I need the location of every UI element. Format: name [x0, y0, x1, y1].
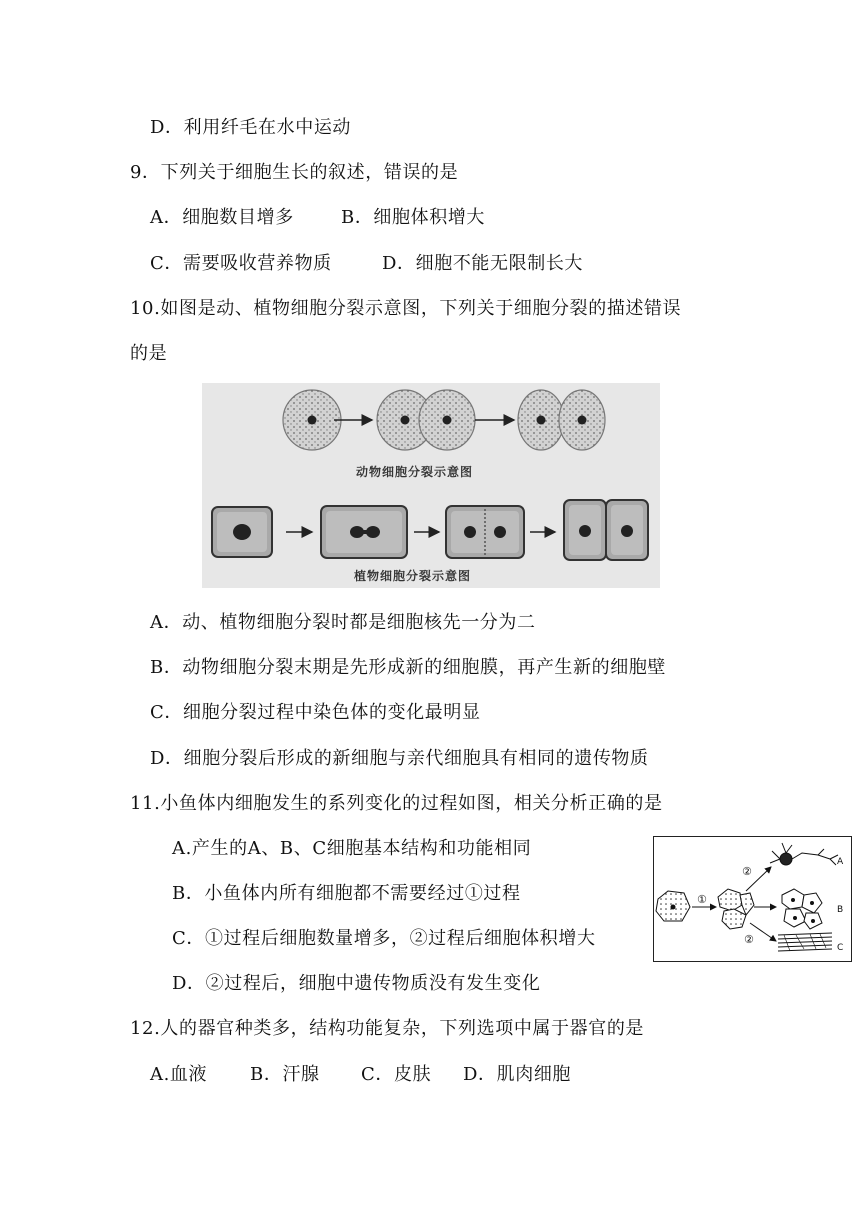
q10-stem-line2: 的是 [130, 343, 168, 364]
q11-option-a: A.产生的A、B、C细胞基本结构和功能相同 [172, 838, 532, 859]
animal-caption: 动物细胞分裂示意图 [356, 465, 474, 479]
animal-cell-2 [377, 390, 475, 450]
original-cell [656, 891, 690, 921]
cell-division-illustration [202, 383, 660, 588]
divided-cells [718, 889, 754, 929]
epithelial-cells-b [782, 889, 822, 929]
q11-stem: 11.小鱼体内细胞发生的系列变化的过程如图，相关分析正确的是 [130, 793, 663, 814]
plant-caption: 植物细胞分裂示意图 [354, 569, 472, 583]
label-a: A [837, 857, 844, 867]
neuron-cell-a [770, 843, 838, 865]
q12-option-b: B．汗腺 [250, 1064, 320, 1085]
q11-option-b: B．小鱼体内所有细胞都不需要经过①过程 [172, 883, 521, 904]
q12-option-a: A.血液 [150, 1064, 208, 1085]
fish-cell-figure [653, 836, 852, 962]
q12-option-c: C．皮肤 [361, 1064, 432, 1085]
q10-option-a: A．动、植物细胞分裂时都是细胞核先一分为二 [150, 612, 536, 633]
q9-option-d: D．细胞不能无限制长大 [382, 253, 584, 274]
q9-option-c: C．需要吸收营养物质 [150, 253, 332, 274]
q11-option-d: D．②过程后，细胞中遗传物质没有发生变化 [172, 973, 541, 994]
q8-option-d: D．利用纤毛在水中运动 [150, 117, 352, 138]
q12-option-d: D．肌肉细胞 [463, 1064, 572, 1085]
q10-option-c: C．细胞分裂过程中染色体的变化最明显 [150, 702, 481, 723]
q9-option-a: A．细胞数目增多 [150, 207, 294, 228]
q11-option-c: C．①过程后细胞数量增多，②过程后细胞体积增大 [172, 928, 596, 949]
q10-stem-line1: 10.如图是动、植物细胞分裂示意图，下列关于细胞分裂的描述错误 [130, 298, 682, 319]
plant-cell-3 [446, 506, 524, 558]
step2b-label: ② [744, 933, 754, 946]
plant-cell-4 [564, 500, 648, 560]
step1-label: ① [697, 893, 707, 906]
q12-stem: 12.人的器官种类多，结构功能复杂，下列选项中属于器官的是 [130, 1018, 645, 1039]
q10-option-b: B．动物细胞分裂末期是先形成新的细胞膜，再产生新的细胞壁 [150, 657, 667, 678]
label-c: C [837, 943, 844, 953]
plant-cell-2 [321, 506, 407, 558]
arrow-icon [750, 923, 776, 941]
step2-label: ② [742, 865, 752, 878]
animal-cell-1 [283, 390, 341, 450]
fish-cell-illustration [654, 837, 851, 961]
q10-option-d: D．细胞分裂后形成的新细胞与亲代细胞具有相同的遗传物质 [150, 748, 649, 769]
plant-cell-1 [212, 507, 272, 557]
animal-cell-3 [518, 390, 605, 450]
cell-division-figure [202, 383, 660, 588]
q9-option-b: B．细胞体积增大 [341, 207, 486, 228]
q9-stem: 9．下列关于细胞生长的叙述，错误的是 [130, 162, 459, 183]
muscle-cells-c [778, 933, 832, 951]
label-b: B [837, 905, 844, 915]
